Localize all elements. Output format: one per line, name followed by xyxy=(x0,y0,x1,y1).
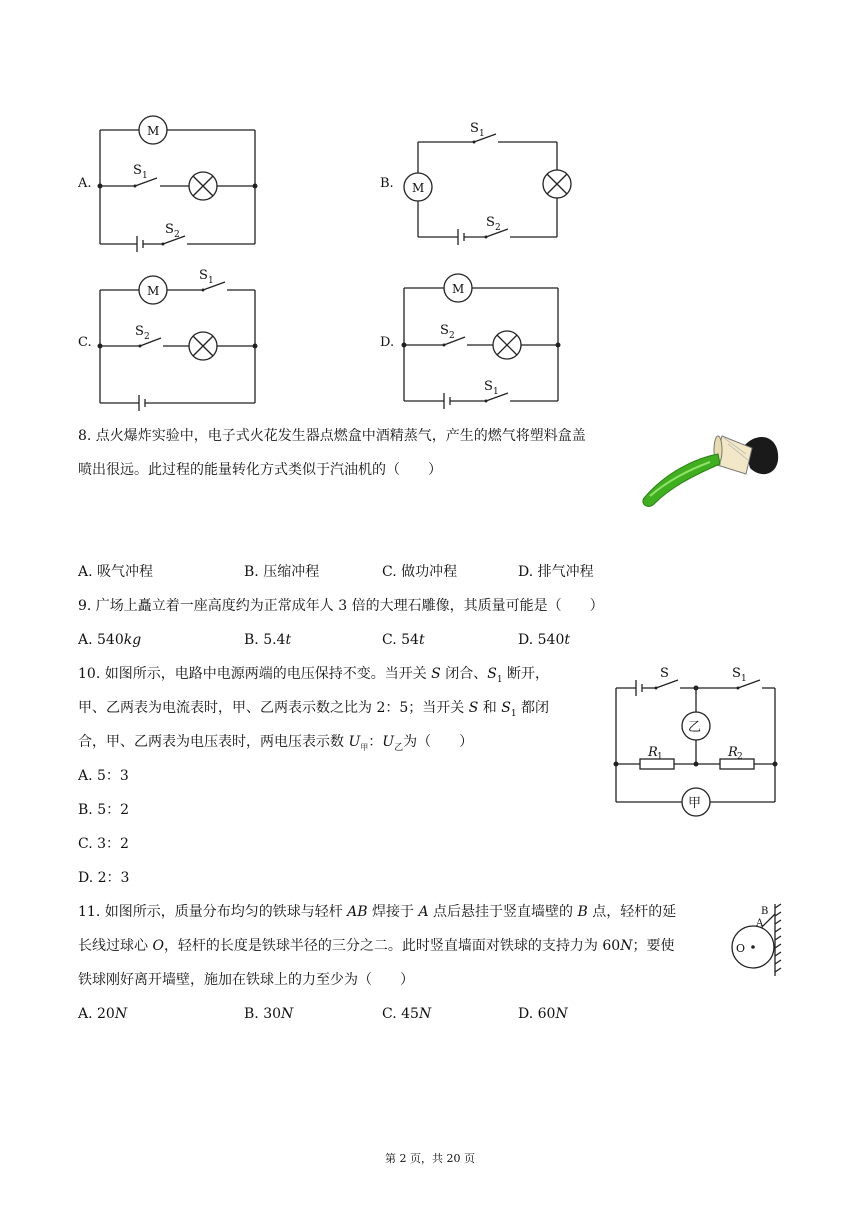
option-a-label: A. xyxy=(78,176,92,191)
svg-text:1: 1 xyxy=(208,276,214,286)
q8-stem-line1: 8. 点火爆炸实验中，电子式火花发生器点燃盒中酒精蒸气，产生的燃气将塑料盒盖 xyxy=(78,428,586,444)
motor-symbol: M xyxy=(147,124,160,138)
svg-text:1: 1 xyxy=(479,129,485,139)
q10-option-b: B. 5：2 xyxy=(78,802,130,818)
svg-text:2: 2 xyxy=(449,331,455,341)
page-footer: 第 2 页，共 20 页 xyxy=(385,1152,475,1165)
q10-stem-line3: 合，甲、乙两表为电压表时，两电压表示数 $U_甲$：$U_乙$为（ ） xyxy=(78,734,474,753)
circuit-diagram-c xyxy=(95,265,265,413)
q11-option-b: B. 30N xyxy=(244,1006,294,1022)
svg-text:1: 1 xyxy=(657,752,663,762)
q11-option-c: C. 45N xyxy=(382,1006,432,1022)
svg-text:2: 2 xyxy=(737,752,743,762)
svg-text:S: S xyxy=(133,163,142,178)
svg-text:S: S xyxy=(165,222,174,237)
svg-text:S: S xyxy=(486,215,495,230)
svg-text:M: M xyxy=(452,282,465,296)
ignition-experiment-illustration xyxy=(636,424,786,514)
svg-text:2: 2 xyxy=(174,230,180,240)
q8-stem-line2: 喷出很远。此过程的能量转化方式类似于汽油机的（ ） xyxy=(78,462,442,478)
svg-text:1: 1 xyxy=(493,387,499,397)
q9-option-d: D. 540t xyxy=(518,632,570,648)
q11-stem-line1: 11. 如图所示，质量分布均匀的铁球与轻杆 AB 焊接于 A 点后悬挂于竖直墙壁的 B 点，轻杆的延 xyxy=(78,904,677,920)
q11-option-d: D. 60N xyxy=(518,1006,568,1022)
svg-text:R: R xyxy=(648,745,658,760)
q10-stem-line1: 10. 如图所示，电路中电源两端的电压保持不变。当开关 S 闭合、$S_1$ 断开， xyxy=(78,666,549,685)
circuit-diagram-a xyxy=(95,110,265,250)
q10-stem-line2: 甲、乙两表为电流表时，甲、乙两表示数之比为 2：5；当开关 S 和 $S_1$ 都闭 xyxy=(78,700,549,719)
svg-text:S: S xyxy=(470,121,479,136)
q9-option-b: B. 5.4t xyxy=(244,632,292,648)
svg-text:S: S xyxy=(199,268,208,283)
q11-iron-ball-diagram xyxy=(728,900,784,980)
point-a-label: A xyxy=(756,918,764,929)
svg-text:2: 2 xyxy=(144,332,150,342)
point-b-label: B xyxy=(761,906,769,917)
svg-text:R: R xyxy=(728,745,738,760)
q11-stem-line3: 铁球刚好离开墙壁，施加在铁球上的力至少为（ ） xyxy=(78,972,414,988)
q9-option-c: C. 54t xyxy=(382,632,425,648)
q9-option-a: A. 540kg xyxy=(78,632,142,648)
svg-text:S: S xyxy=(440,323,449,338)
q10-circuit-diagram xyxy=(612,662,782,822)
svg-text:M: M xyxy=(412,181,425,195)
svg-text:S: S xyxy=(484,379,493,394)
circuit-diagram-d xyxy=(398,268,568,410)
svg-text:S: S xyxy=(660,666,669,681)
svg-text:1: 1 xyxy=(741,674,747,684)
q10-option-c: C. 3：2 xyxy=(78,836,129,852)
point-o-label: O xyxy=(736,942,746,955)
q8-option-c: C. 做功冲程 xyxy=(382,564,458,580)
meter-yi-label: 乙 xyxy=(688,720,702,735)
q11-stem-line2: 长线过球心 O，轻杆的长度是铁球半径的三分之二。此时竖直墙面对铁球的支持力为 60N；要使 xyxy=(78,938,675,954)
q8-option-d: D. 排气冲程 xyxy=(518,564,594,580)
meter-jia-label: 甲 xyxy=(688,796,702,811)
svg-text:S: S xyxy=(732,666,741,681)
q9-stem: 9. 广场上矗立着一座高度约为正常成年人 3 倍的大理石雕像，其质量可能是（ ） xyxy=(78,598,604,614)
svg-text:1: 1 xyxy=(142,171,148,181)
circuit-diagram-b xyxy=(400,120,590,245)
option-d-label: D. xyxy=(380,335,395,350)
svg-text:M: M xyxy=(147,284,160,298)
svg-text:S: S xyxy=(135,324,144,339)
option-c-label: C. xyxy=(78,335,92,350)
q10-option-d: D. 2：3 xyxy=(78,870,130,886)
q10-option-a: A. 5：3 xyxy=(78,768,129,784)
q8-option-a: A. 吸气冲程 xyxy=(78,564,154,580)
q8-option-b: B. 压缩冲程 xyxy=(244,564,320,580)
svg-text:2: 2 xyxy=(495,223,501,233)
option-b-label: B. xyxy=(380,176,394,191)
q11-option-a: A. 20N xyxy=(78,1006,128,1022)
